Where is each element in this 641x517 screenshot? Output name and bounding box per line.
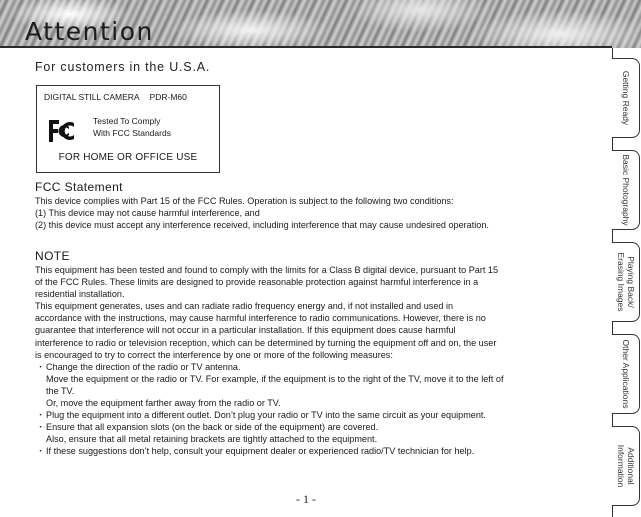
note-paragraph-1 <box>35 264 602 300</box>
bullet-line: the TV. <box>46 385 75 396</box>
bullet-mark: ・ <box>36 422 46 433</box>
bullet-line: Also, ensure that all metal retaining brackets are tightly attached to the equipment. <box>46 434 378 445</box>
fcc-statement-line: This device complies with Part 15 of the FCC Rules. Operation is subject to the following two conditions: <box>35 196 454 206</box>
tab-playing-back-erasing[interactable] <box>612 242 640 322</box>
bullet-line: Change the direction of the radio or TV antenna. <box>46 361 241 372</box>
fcc-tested-line2: With FCC Standards <box>93 128 171 138</box>
bullet-line: Or, move the equipment farther away from the radio or TV. <box>46 398 281 409</box>
bullet-mark: ・ <box>36 361 46 372</box>
fcc-statement-heading: FCC Statement <box>35 180 123 194</box>
list-item <box>35 361 602 409</box>
note-section <box>35 249 602 458</box>
fcc-model-number: PDR-M60 <box>149 92 187 102</box>
measures-list <box>35 361 602 458</box>
page-header <box>0 0 641 48</box>
bullet-line: Plug the equipment into a different outlet. Don’t plug your radio or TV into the same circuit as your equipment. <box>46 410 486 421</box>
list-item <box>35 409 602 421</box>
fcc-model-line <box>44 92 187 102</box>
note-heading: NOTE <box>35 249 70 263</box>
fcc-tested-text <box>93 115 171 139</box>
bullet-mark: ・ <box>36 410 46 421</box>
note-line: This equipment has been tested and found to comply with the limits for a Class B digital device, pursuant to Part 15 <box>35 265 499 275</box>
tab-label: Basic Photography <box>620 154 631 226</box>
section-tabs <box>612 48 641 517</box>
bullet-mark: ・ <box>36 446 46 457</box>
note-line: is encouraged to try to correct the interference by one or more of the following measures: <box>35 349 393 360</box>
bullet-line: Move the equipment or the radio or TV. For example, if the equipment is to the right of the TV, move it to the left of <box>46 373 504 384</box>
tab-label: Additional Information <box>615 444 636 488</box>
fcc-product-type: DIGITAL STILL CAMERA <box>44 92 140 102</box>
tab-basic-photography[interactable] <box>612 150 640 230</box>
tab-other-applications[interactable] <box>612 334 640 414</box>
list-item <box>35 445 602 457</box>
note-paragraph-2 <box>35 300 602 360</box>
note-line: residential installation. <box>35 289 125 300</box>
page-title: Attention <box>25 17 154 46</box>
bullet-line: Ensure that all expansion slots (on the back or side of the equipment) are covered. <box>46 422 379 433</box>
fcc-statement-line: (1) This device may not cause harmful interference, and <box>35 208 260 219</box>
list-item <box>35 421 602 445</box>
tab-label: Getting Ready <box>620 70 631 126</box>
note-line: of the FCC Rules. These limits are designed to provide reasonable protection against harmful interference in a <box>35 277 479 288</box>
fcc-logo-icon <box>47 118 77 144</box>
note-line: interference to radio or television reception, which can be determined by turning the equipment off and on, the user <box>35 337 497 348</box>
note-line: This equipment generates, uses and can radiate radio frequency energy and, if not installed and used in <box>35 301 454 312</box>
fcc-tested-line1: Tested To Comply <box>93 116 161 126</box>
tab-additional-information[interactable] <box>612 426 640 506</box>
note-line: guarantee that interference will not occur in a particular installation. If this equipment does cause harmful <box>35 325 456 336</box>
fcc-home-use: FOR HOME OR OFFICE USE <box>58 152 198 163</box>
bullet-line: If these suggestions don’t help, consult your equipment dealer or experienced radio/TV technician for help. <box>46 446 475 457</box>
page-number: - 1 - <box>296 492 316 506</box>
tab-label: Other Applications <box>620 339 631 409</box>
fcc-label-box <box>36 85 220 173</box>
header-divider <box>0 46 612 48</box>
fcc-statement-line: (2) this device must accept any interference received, including interference that may cause undesired operation. <box>35 220 489 231</box>
tab-label: Playing Back/ Erasing Images <box>615 252 636 312</box>
tab-getting-ready[interactable] <box>612 58 640 138</box>
customers-notice: For customers in the U.S.A. <box>35 60 211 74</box>
fcc-statement-section <box>35 180 602 231</box>
note-line: accordance with the instructions, may cause harmful interference to radio communications. However, there is no <box>35 313 486 324</box>
